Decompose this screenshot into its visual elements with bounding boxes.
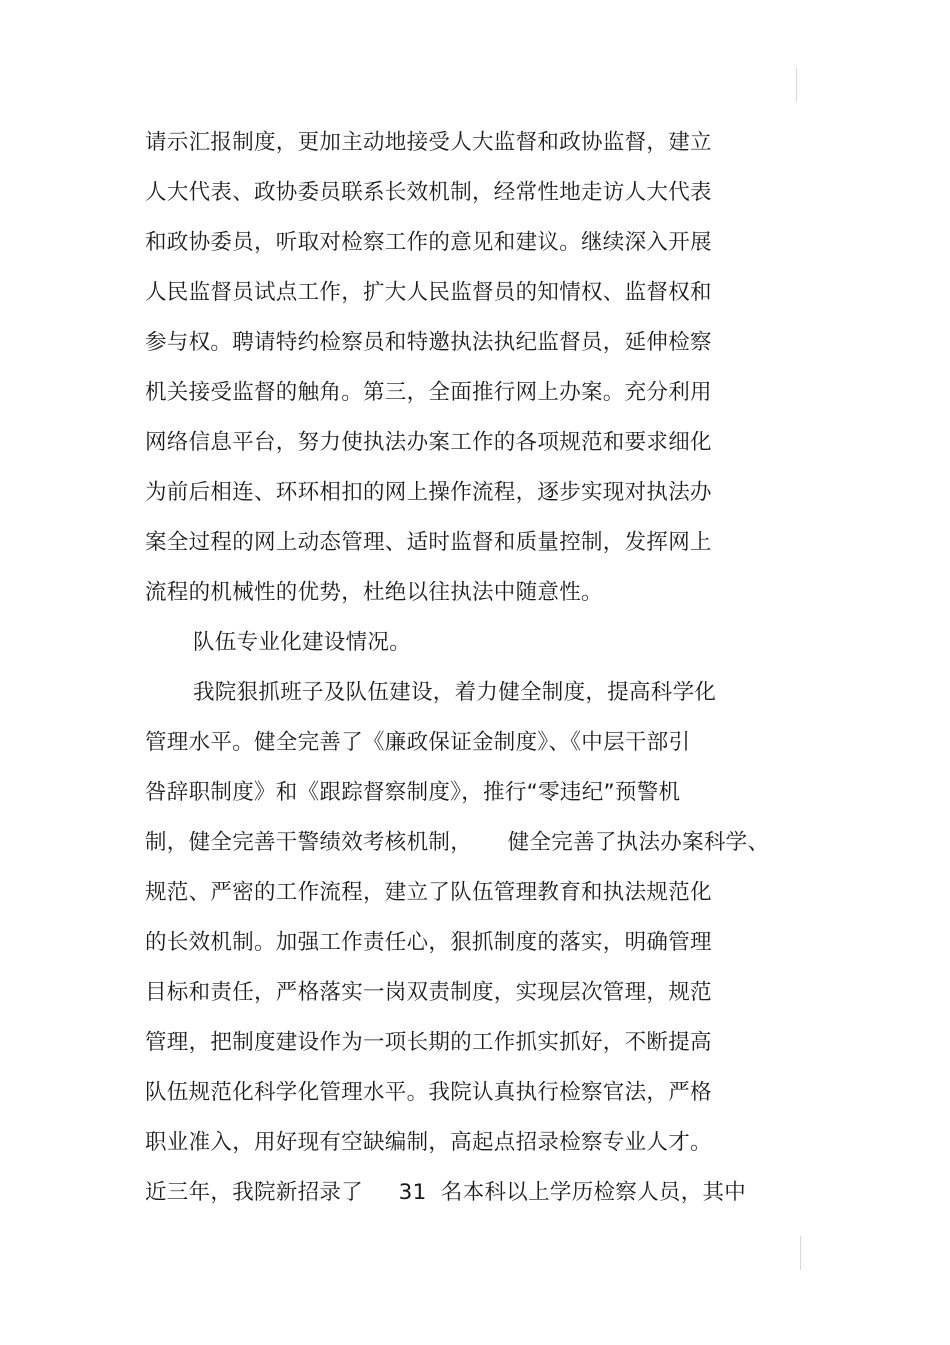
- paragraph-line: 管理，把制度建设作为一项长期的工作抓实抓好，不断提高: [145, 1030, 712, 1055]
- paragraph-line: 人大代表、政协委员联系长效机制，经常性地走访人大代表: [145, 180, 712, 205]
- paragraph-line: 制，健全完善干警绩效考核机制， 健全完善了执法办案科学、: [145, 830, 770, 855]
- page-edge-mark-bottom: [800, 1236, 801, 1270]
- section-heading: 队伍专业化建设情况。: [193, 630, 412, 655]
- paragraph-line: 近三年，我院新招录了 31 名本科以上学历检察人员，其中: [145, 1180, 747, 1205]
- page-edge-mark-top: [796, 68, 797, 102]
- paragraph-line: 队伍规范化科学化管理水平。我院认真执行检察官法，严格: [145, 1080, 712, 1105]
- paragraph-line: 职业准入，用好现有空缺编制，高起点招录检察专业人才。: [145, 1130, 712, 1155]
- paragraph-line: 管理水平。健全完善了《廉政保证金制度》、《中层干部引: [145, 730, 691, 755]
- paragraph-line: 为前后相连、环环相扣的网上操作流程，逐步实现对执法办: [145, 480, 712, 505]
- paragraph-line: 我院狠抓班子及队伍建设，着力健全制度，提高科学化: [193, 680, 717, 705]
- paragraph-line: 案全过程的网上动态管理、适时监督和质量控制，发挥网上: [145, 530, 712, 555]
- paragraph-line: 参与权。聘请特约检察员和特邀执法执纪监督员，延伸检察: [145, 330, 712, 355]
- paragraph-line: 咎辞职制度》和《跟踪督察制度》，推行“零违纪”预警机: [145, 780, 681, 805]
- paragraph-line: 人民监督员试点工作，扩大人民监督员的知情权、监督权和: [145, 280, 712, 305]
- paragraph-line: 网络信息平台，努力使执法办案工作的各项规范和要求细化: [145, 430, 712, 455]
- paragraph-line: 规范、严密的工作流程，建立了队伍管理教育和执法规范化: [145, 880, 712, 905]
- paragraph-line: 的长效机制。加强工作责任心，狠抓制度的落实，明确管理: [145, 930, 712, 955]
- paragraph-line: 流程的机械性的优势，杜绝以往执法中随意性。: [145, 580, 603, 605]
- paragraph-line: 请示汇报制度，更加主动地接受人大监督和政协监督，建立: [145, 130, 712, 155]
- paragraph-line: 和政协委员，听取对检察工作的意见和建议。继续深入开展: [145, 230, 712, 255]
- paragraph-line: 机关接受监督的触角。第三，全面推行网上办案。充分利用: [145, 380, 712, 405]
- paragraph-line: 目标和责任，严格落实一岗双责制度，实现层次管理，规范: [145, 980, 712, 1005]
